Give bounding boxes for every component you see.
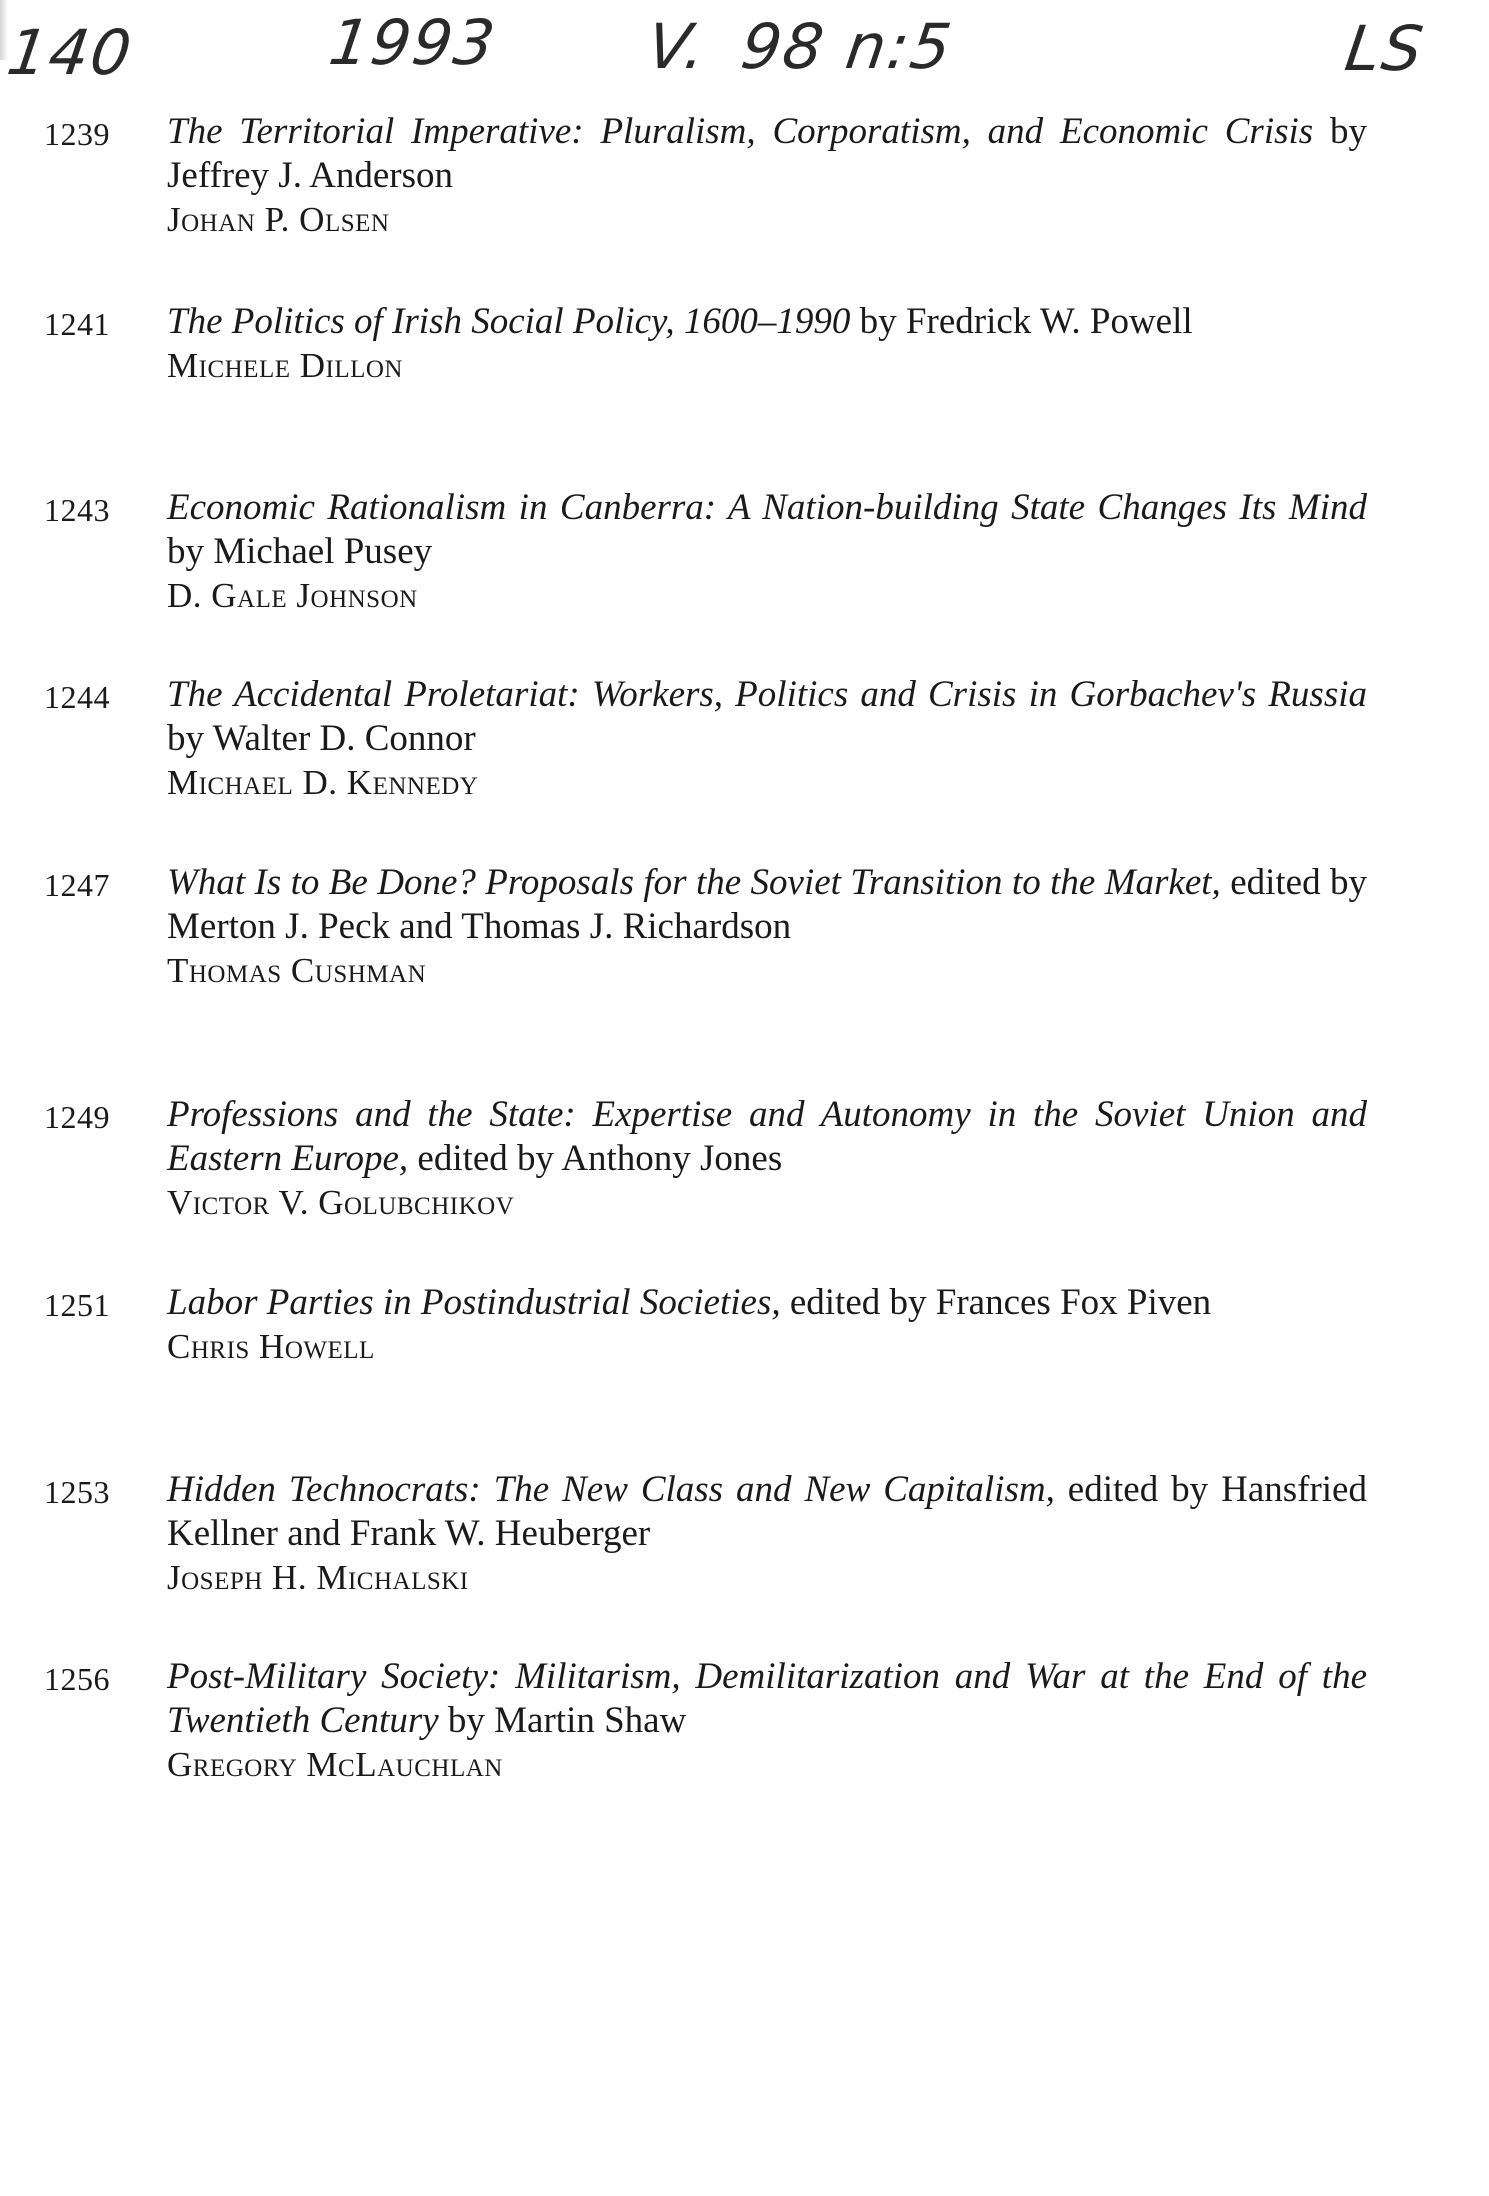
handwritten-note-4: 98 n:5 [736, 10, 958, 83]
book-title: What Is to Be Done? Proposals for the Soviet Transition to the Market, [167, 862, 1221, 903]
reviewer-name: Johan P. Olsen [167, 200, 390, 239]
entry-page-number: 1239 [44, 116, 110, 152]
handwritten-note-3: V. [642, 10, 713, 83]
entry-page-number: 1253 [44, 1474, 110, 1510]
entry-page-number: 1247 [44, 867, 110, 903]
book-byline: edited by Hansfried Kellner and Frank W. Heuberger [167, 1469, 1367, 1554]
reviewer-name: D. Gale Johnson [167, 576, 418, 615]
book-title: Post-Military Society: Militarism, Demilitarization and War at the End of the Twentieth Century [167, 1656, 1367, 1741]
book-byline: by Walter D. Connor [167, 718, 476, 759]
reviewer-name: Michael D. Kennedy [167, 763, 479, 802]
handwritten-note-1: 140 [2, 16, 138, 89]
entry-body [167, 300, 1367, 388]
book-byline: by Martin Shaw [438, 1700, 687, 1741]
book-byline: edited by Anthony Jones [408, 1138, 783, 1179]
book-title: The Accidental Proletariat: Workers, Politics and Crisis in Gorbachev's Russia [167, 674, 1367, 715]
book-title: Hidden Technocrats: The New Class and New Capitalism, [167, 1469, 1055, 1510]
reviewer-name: Michele Dillon [167, 346, 403, 385]
reviewer-name: Joseph H. Michalski [167, 1558, 469, 1597]
entry-page-number: 1249 [44, 1099, 110, 1135]
entry-body [167, 673, 1367, 805]
entry-body [167, 1281, 1367, 1369]
reviewer-name: Victor V. Golubchikov [167, 1183, 515, 1222]
handwritten-note-5: LS [1340, 12, 1430, 85]
book-byline: edited by Merton J. Peck and Thomas J. Richardson [167, 862, 1367, 947]
book-title: Professions and the State: Expertise and Autonomy in the Soviet Union and Eastern Europe, [167, 1094, 1367, 1179]
entry-page-number: 1251 [44, 1287, 110, 1323]
book-title: The Politics of Irish Social Policy, 1600–1990 [167, 301, 851, 342]
book-title: Economic Rationalism in Canberra: A Nation-building State Changes Its Mind [167, 487, 1367, 528]
entry-body [167, 1093, 1367, 1225]
book-byline: by Fredrick W. Powell [850, 301, 1193, 342]
entry-page-number: 1256 [44, 1661, 110, 1697]
entry-body [167, 110, 1367, 242]
book-title: The Territorial Imperative: Pluralism, Corporatism, and Economic Crisis [167, 111, 1314, 152]
entry-body [167, 1468, 1367, 1600]
entry-page-number: 1243 [44, 492, 110, 528]
handwritten-note-2: 1993 [324, 6, 501, 79]
book-byline: by Michael Pusey [167, 531, 433, 572]
reviewer-name: Gregory McLauchlan [167, 1745, 503, 1784]
book-title: Labor Parties in Postindustrial Societies, [167, 1282, 781, 1323]
book-byline: by Jeffrey J. Anderson [167, 111, 1367, 196]
entry-page-number: 1244 [44, 679, 110, 715]
reviewer-name: Chris Howell [167, 1327, 375, 1366]
entry-body [167, 486, 1367, 618]
handwritten-annotation [0, 6, 1489, 100]
reviewer-name: Thomas Cushman [167, 951, 427, 990]
entry-body [167, 861, 1367, 993]
entry-body [167, 1655, 1367, 1787]
book-byline: edited by Frances Fox Piven [780, 1282, 1212, 1323]
entry-page-number: 1241 [44, 306, 110, 342]
